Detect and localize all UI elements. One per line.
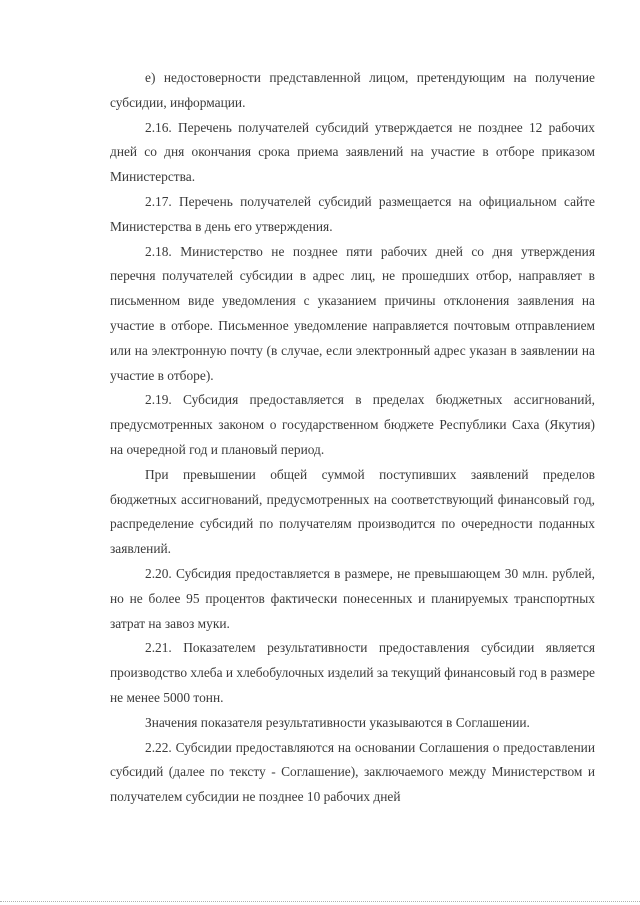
paragraph-2-21-values: Значения показателя результативности указываются в Соглашении. — [145, 714, 530, 730]
paragraph-2-22: 2.22. Субсидии предоставляются на основании Соглашения о предоставлении субсидий (далее по тексту - Соглашение), заключаемого между Министерством и получателем субсидии не позднее 10 рабочих дней — [110, 739, 595, 805]
page-bottom-edge — [0, 901, 640, 902]
paragraph-2-19-excess: При превышении общей суммой поступивших заявлений пределов бюджетных ассигнований, предусмотренных на соответствующий финансовый год, распределение субсидий по получателям производится по очередности поданных заявлений. — [110, 466, 595, 557]
paragraph-2-16: 2.16. Перечень получателей субсидий утверждается не позднее 12 рабочих дней со дня окончания срока приема заявлений на участие в отборе приказом Министерства. — [110, 119, 595, 185]
paragraph-2-19: 2.19. Субсидия предоставляется в пределах бюджетных ассигнований, предусмотренных законом о государственном бюджете Республики Саха (Якутия) на очередной год и плановый период. — [110, 392, 595, 457]
paragraph-2-20: 2.20. Субсидия предоставляется в размере, не превышающем 30 млн. рублей, но не более 95 процентов фактически понесенных и планируемых транспортных затрат на завоз муки. — [110, 565, 595, 631]
paragraph-2-21: 2.21. Показателем результативности предоставления субсидии является производство хлеба и хлебобулочных изделий за текущий финансовый год в размере не менее 5000 тонн. — [110, 640, 595, 705]
paragraph-2-18: 2.18. Министерство не позднее пяти рабочих дней со дня утверждения перечня получателей субсидии в адрес лиц, не прошедших отбор, направляет в письменном виде уведомления с указанием причины отклонения заявления на участие в отборе. Письменное уведомление направляется почтовым отправлением или на электронную почту (в случае, если электронный адрес указан в заявлении на участие в отборе). — [110, 243, 595, 383]
paragraph-item-e: е) недостоверности представленной лицом, претендующим на получение субсидии, информации. — [110, 70, 595, 110]
document-body — [110, 66, 595, 810]
paragraph-2-17: 2.17. Перечень получателей субсидий размещается на официальном сайте Министерства в день его утверждения. — [110, 193, 595, 234]
